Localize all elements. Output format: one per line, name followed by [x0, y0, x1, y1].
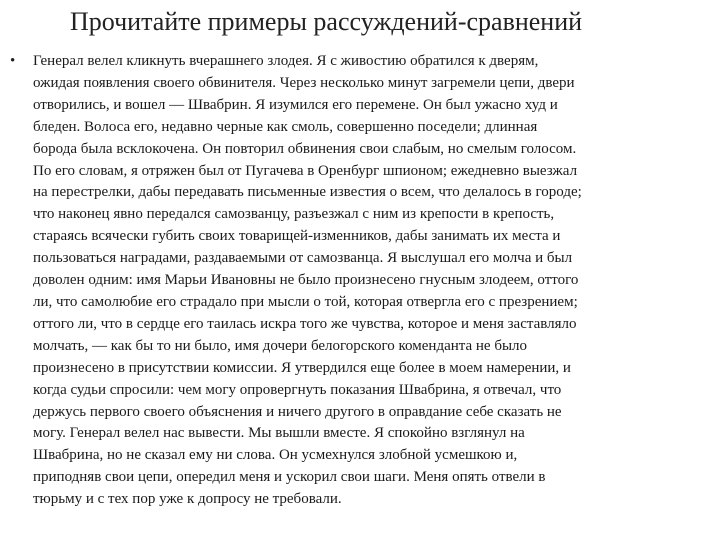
text-line: Швабрина, но не сказал ему ни слова. Он усмехнулся злобной усмешкою и, — [33, 447, 518, 464]
bullet-marker: • — [10, 53, 16, 69]
text-line: ожидая появления своего обвинителя. Через несколько минут загремели цепи, двери — [33, 74, 575, 91]
text-line: приподняв свои цепи, опередил меня и ускорил свои шаги. Меня опять отвели в — [33, 469, 546, 486]
text-line: произнесено в присутствии комиссии. Я утвердился еще более в моем намерении, и — [33, 359, 571, 376]
text-line: бледен. Волоса его, недавно черные как смоль, совершенно поседели; длинная — [33, 118, 538, 135]
text-line: борода была всклокочена. Он повторил обвинения свои слабым, но смелым голосом. — [33, 140, 577, 157]
slide-title: Прочитайте примеры рассуждений-сравнений — [70, 7, 583, 36]
text-line: пользоваться наградами, раздаваемыми от самозванца. Я выслушал его молча и был — [33, 250, 573, 267]
text-line: молчать, — как бы то ни было, имя дочери белогорского коменданта не было — [33, 337, 528, 354]
text-line: отворились, и вошел — Швабрин. Я изумился его перемене. Он был ужасно худ и — [33, 96, 558, 113]
text-line: тюрьму и с тех пор уже к допросу не требовали. — [33, 491, 342, 508]
text-line: доволен одним: имя Марьи Ивановны не было произнесено гнусным злодеем, оттого — [33, 272, 579, 289]
text-line: оттого ли, что в сердце его таилась искра того же чувства, которое и меня заставляло — [33, 315, 577, 332]
text-line: на перестрелки, дабы передавать письменные известия о всем, что делалось в городе; — [33, 184, 582, 201]
text-line: когда судьи спросили: чем могу опровергнуть показания Швабрина, я отвечал, что — [33, 381, 562, 398]
text-line: ли, что самолюбие его страдало при мысли о той, которая отвергла его с презрением; — [33, 293, 578, 310]
text-line: что наконец явно передался самозванцу, разъезжал с ним из крепости в крепость, — [33, 206, 555, 223]
text-line: стараясь всячески губить своих товарищей-изменников, дабы занимать их места и — [33, 228, 561, 245]
quote-paragraph — [33, 51, 713, 511]
text-line: По его словам, я отряжен был от Пугачева в Оренбург шпионом; ежедневно выезжал — [33, 162, 578, 179]
text-line: Генерал велел кликнуть вчерашнего злодея. Я с живостию обратился к дверям, — [33, 53, 539, 69]
text-line: могу. Генерал велел нас вывести. Мы вышли вместе. Я спокойно взглянул на — [33, 425, 525, 442]
text-line: держусь первого своего объяснения и ничего другого в оправдание себе сказать не — [33, 403, 562, 420]
